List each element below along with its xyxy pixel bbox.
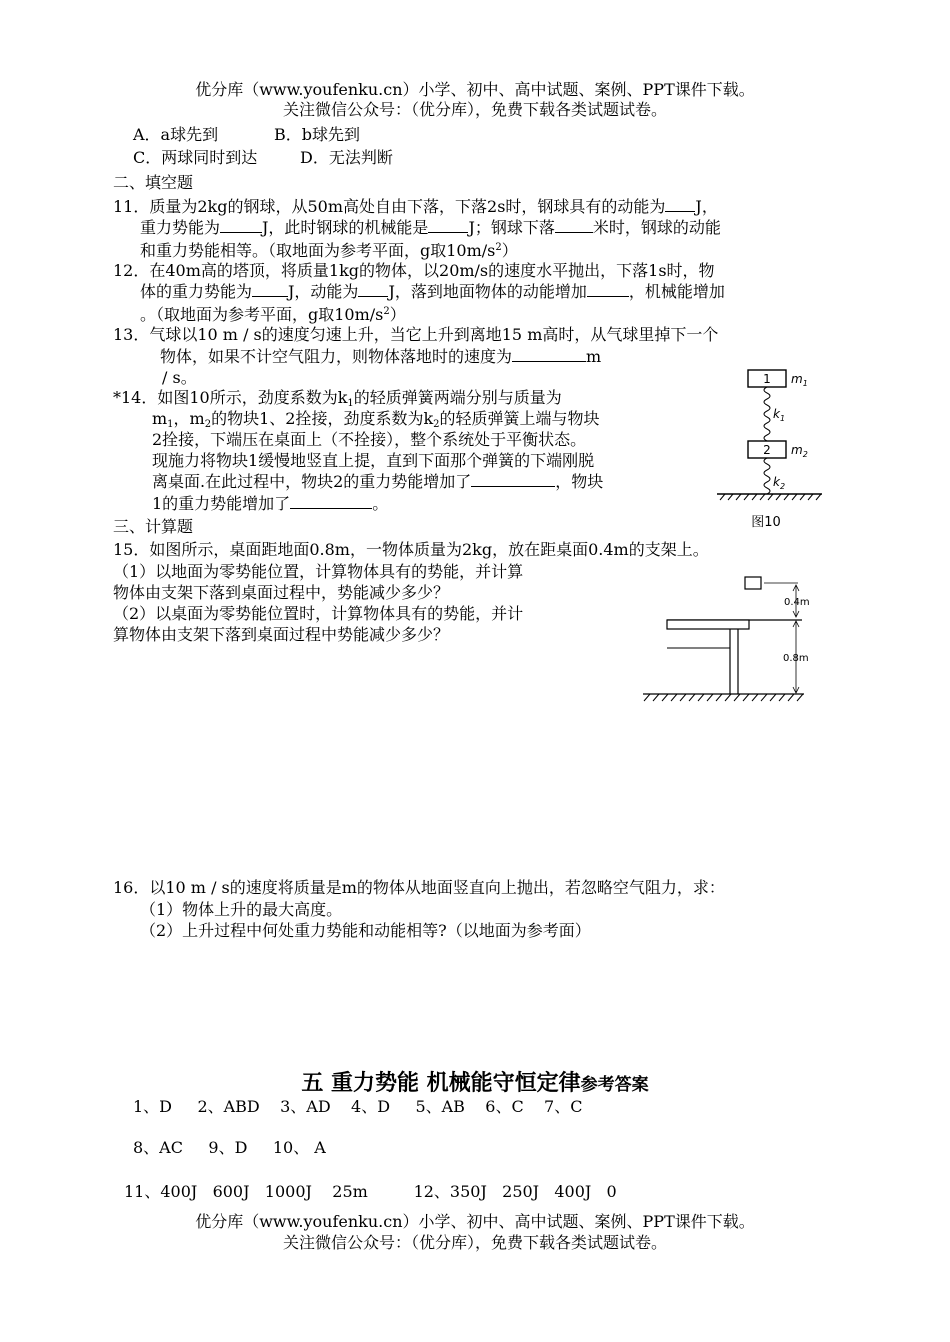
- q10-option-c: C．两球同时到达: [133, 148, 258, 167]
- q14-subscript: 1: [167, 419, 174, 430]
- q11-text: 米时，钢球的动能: [592, 218, 721, 237]
- q14-text: *14．如图10所示，劲度系数为k: [113, 388, 348, 407]
- q12-text: ）: [389, 305, 406, 324]
- q15-line-4: （2）以桌面为零势能位置时，计算物体具有的势能，并计: [113, 604, 524, 623]
- q10-option-d: D．无法判断: [300, 148, 393, 167]
- ground-hatching: [644, 694, 803, 701]
- q12-text: 。（取地面为参考平面，g取10m/s: [140, 305, 384, 324]
- q12-blank-kinetic-gain: [587, 282, 629, 297]
- q11-text: J，此时钢球的机械能是: [262, 218, 429, 237]
- block-2-label: 2: [763, 443, 771, 457]
- q11-line-3: [140, 238, 518, 261]
- answers-title-main: 五 重力势能 机械能守恒定律: [301, 1071, 581, 1096]
- q14-line-5: [152, 472, 603, 492]
- q14-text: 的物块1、2拴接，劲度系数为k: [211, 409, 434, 428]
- q13-blank-speed: [512, 347, 586, 362]
- q14-text: 1的重力势能增加了: [152, 494, 291, 513]
- upper-dimension-label: 0.4m: [784, 597, 810, 608]
- block-1-label: 1: [763, 372, 771, 386]
- q14-text: 离桌面.在此过程中，物块2的重力势能增加了: [152, 472, 472, 491]
- answers-title: [0, 1070, 950, 1099]
- q14-blank-block1: [290, 494, 372, 509]
- spring-k2: [764, 458, 770, 494]
- q10-option-b: B．b球先到: [274, 125, 361, 144]
- q11-line-1: [113, 197, 718, 217]
- q12-text: J，动能为: [288, 282, 359, 301]
- q16-line-1: 16．以10 m / s的速度将质量是m的物体从地面竖直向上抛出，若忽略空气阻力，求：: [113, 878, 725, 897]
- q13-line-1: 13．气球以10 m / s的速度匀速上升，当它上升到离地15 m高时，从气球里掉下一个: [113, 325, 719, 344]
- q13-text: 物体，如果不计空气阻力，则物体落地时的速度为: [160, 347, 513, 366]
- q12-line-2: [140, 282, 725, 302]
- q14-line-4: 现施力将物块1缓慢地竖直上提，直到下面那个弹簧的下端刚脱: [152, 451, 595, 470]
- q12-text: J，落到地面物体的动能增加: [388, 282, 587, 301]
- figure-15-table-diagram: [640, 570, 820, 710]
- header-line-2: 关注微信公众号：（优分库），免费下载各类试题试卷。: [282, 100, 667, 119]
- q11-blank-kinetic: [665, 197, 695, 212]
- q12-line-3: [140, 302, 406, 325]
- m2-label: $m_2$: [791, 443, 808, 459]
- q14-text: m: [152, 409, 168, 428]
- q14-subscript: 2: [204, 419, 212, 430]
- answers-row-1: 1、D 2、ABD 3、AD 4、D 5、AB 6、C 7、C: [133, 1097, 583, 1116]
- q15-line-3: 物体由支架下落到桌面过程中，势能减少多少？: [113, 583, 450, 602]
- table-hatching: [720, 494, 821, 500]
- k2-label: $k_2$: [773, 475, 786, 491]
- q12-text: 体的重力势能为: [140, 282, 253, 301]
- k1-label: $k_1$: [773, 407, 786, 423]
- q13-line-3: / s。: [162, 368, 197, 387]
- lower-dimension-label: 0.8m: [783, 653, 809, 664]
- q14-text: ，m: [173, 409, 205, 428]
- q14-line-6: [152, 494, 388, 514]
- figure-10-spring-diagram: [712, 362, 832, 532]
- q11-blank-potential: [220, 218, 262, 233]
- q15-line-1: 15．如图所示，桌面距地面0.8m，一物体质量为2kg，放在距桌面0.4m的支架上。: [113, 540, 709, 559]
- q14-text: 的轻质弹簧两端分别与质量为: [353, 388, 562, 407]
- q12-line-1: 12．在40m高的塔顶，将质量1kg的物体，以20m/s的速度水平抛出，下落1s时，物: [113, 261, 715, 280]
- q12-superscript: 2: [383, 306, 390, 317]
- q14-line-3: 2拴接，下端压在桌面上（不拴接），整个系统处于平衡状态。: [152, 430, 587, 449]
- q14-subscript: 2: [433, 419, 440, 430]
- section-calculation-heading: 三、计算题: [113, 517, 194, 536]
- spring-k1: [764, 387, 770, 441]
- q11-blank-mechanical: [428, 218, 468, 233]
- q11-line-2: [140, 218, 721, 238]
- answers-row-2: 8、AC 9、D 10、 A: [133, 1138, 326, 1157]
- footer-line-1: 优分库（www.youfenku.cn）小学、初中、高中试题、案例、PPT课件下载。: [195, 1212, 755, 1231]
- q14-text: 的轻质弹簧上端与物块: [439, 409, 600, 428]
- q11-text: J，: [695, 197, 718, 216]
- tabletop: [667, 620, 749, 629]
- footer-line-2: 关注微信公众号：（优分库），免费下载各类试题试卷。: [282, 1233, 667, 1252]
- header-line-1: 优分库（www.youfenku.cn）小学、初中、高中试题、案例、PPT课件下载。: [195, 80, 755, 99]
- q11-superscript: 2: [495, 242, 502, 253]
- q13-line-2: [160, 347, 601, 367]
- q16-line-3: （2）上升过程中何处重力势能和动能相等?（以地面为参考面）: [140, 921, 591, 940]
- q11-text: 和重力势能相等。（取地面为参考平面，g取10m/s: [140, 241, 496, 260]
- q10-option-a: A．a球先到: [133, 125, 219, 144]
- q13-text: m: [586, 347, 602, 366]
- q11-text: ）: [501, 241, 518, 260]
- answers-row-3: 11、400J 600J 1000J 25m 12、350J 250J 400J 0: [124, 1182, 617, 1201]
- q11-text: 重力势能为: [140, 218, 221, 237]
- q12-blank-potential: [252, 282, 288, 297]
- object-on-support: [745, 577, 761, 589]
- q15-line-2: （1）以地面为零势能位置，计算物体具有的势能，并计算: [113, 562, 524, 581]
- q11-text: 11．质量为2kg的钢球，从50m高处自由下落，下落2s时，钢球具有的动能为: [113, 197, 666, 216]
- figure-10-caption: 图10: [751, 515, 781, 530]
- q16-line-2: （1）物体上升的最大高度。: [140, 900, 343, 919]
- answers-title-suffix: 参考答案: [580, 1075, 649, 1095]
- q14-text: 。: [372, 494, 389, 513]
- q12-text: ，机械能增加: [628, 282, 725, 301]
- q14-subscript: 1: [347, 398, 354, 409]
- q12-blank-kinetic: [358, 282, 388, 297]
- q11-blank-distance: [555, 218, 593, 233]
- section-fill-blank-heading: 二、填空题: [113, 173, 194, 192]
- q14-text: ，物块: [555, 472, 604, 491]
- q14-blank-block2: [471, 472, 555, 487]
- q11-text: J；钢球下落: [468, 218, 555, 237]
- q15-line-5: 算物体由支架下落到桌面过程中势能减少多少？: [113, 625, 450, 644]
- m1-label: $m_1$: [791, 372, 808, 388]
